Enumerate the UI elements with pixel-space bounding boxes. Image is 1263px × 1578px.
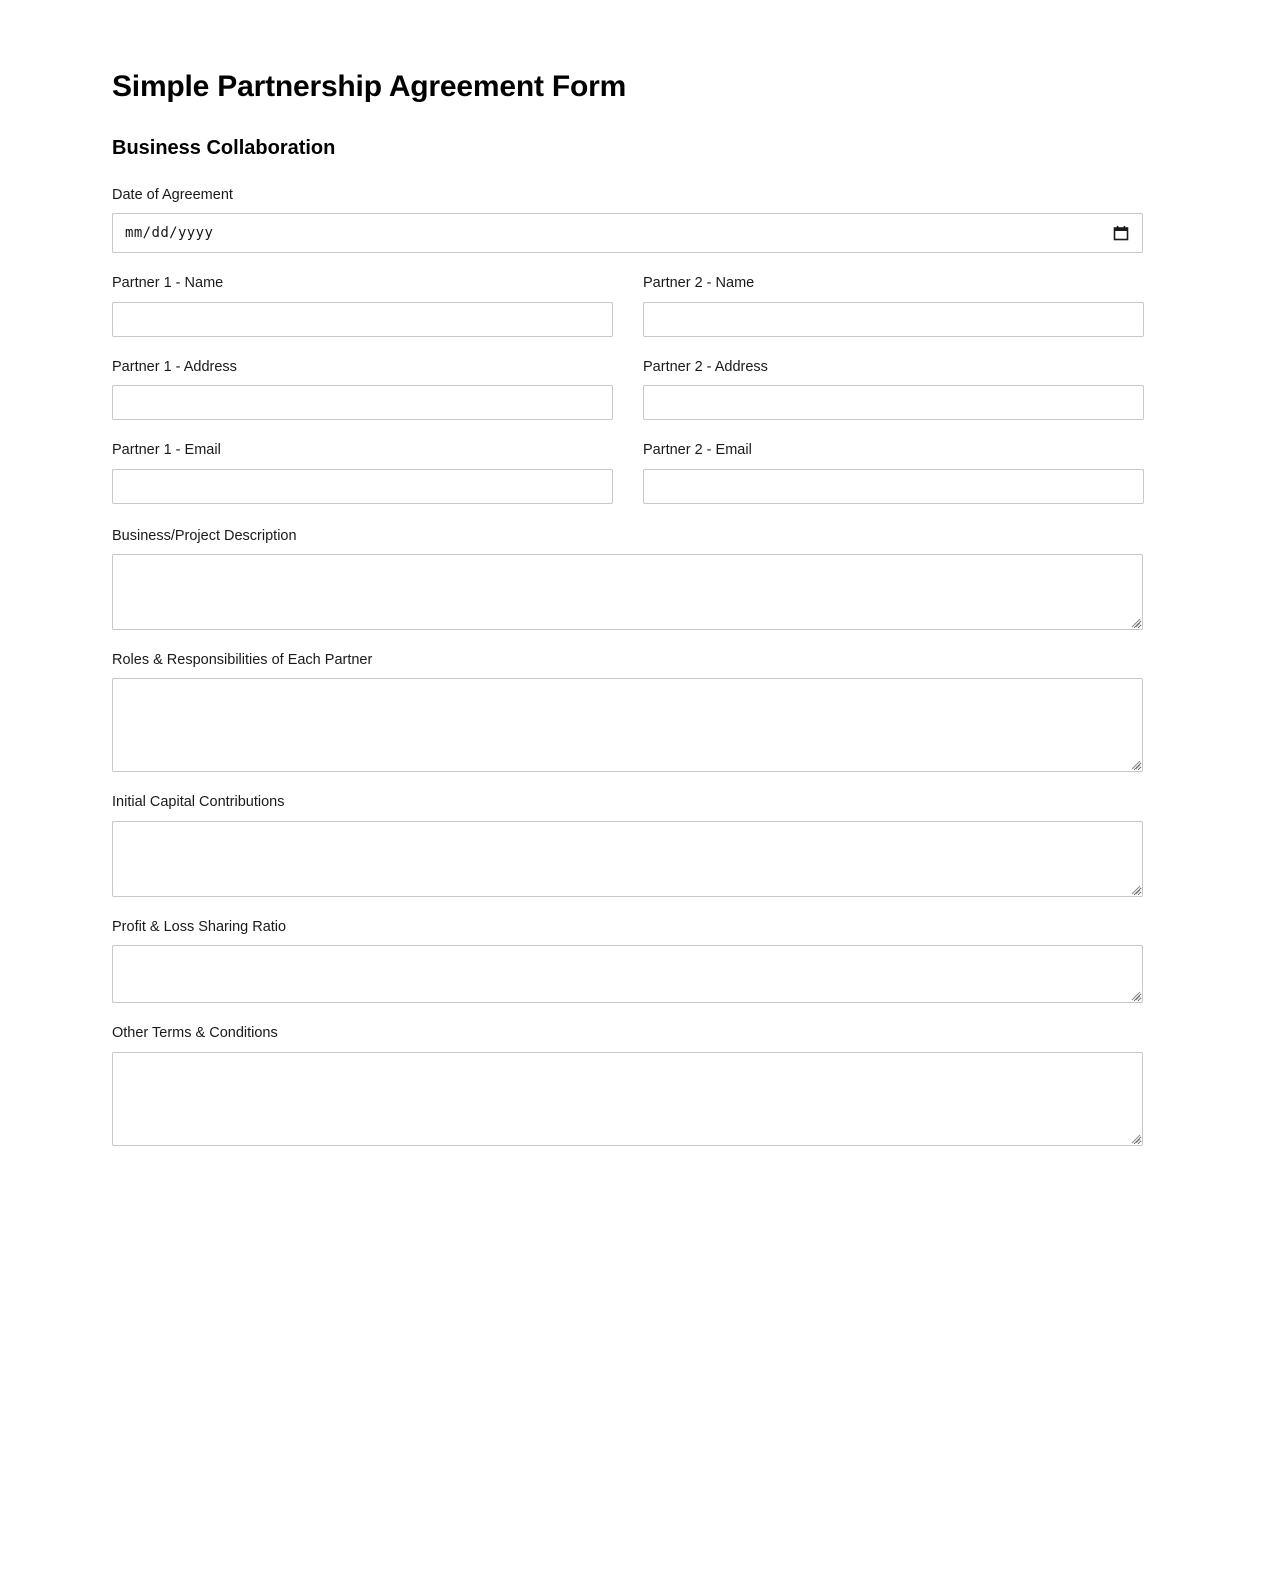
date-placeholder-text: mm/dd/yyyy — [125, 225, 214, 242]
business-description-textarea[interactable] — [112, 554, 1143, 630]
field-other-terms — [112, 1025, 1143, 1145]
partner2-email-input[interactable] — [643, 469, 1144, 504]
field-roles-responsibilities — [112, 652, 1143, 772]
partner-email-row — [112, 442, 1143, 503]
field-profit-loss-ratio — [112, 919, 1143, 1003]
partner1-email-label: Partner 1 - Email — [112, 442, 221, 459]
field-partner1-address — [112, 359, 613, 420]
roles-responsibilities-textarea[interactable] — [112, 678, 1143, 772]
partner-address-row — [112, 359, 1143, 420]
field-partner2-email — [643, 442, 1144, 503]
partner1-address-label: Partner 1 - Address — [112, 358, 237, 375]
date-input-wrapper — [112, 213, 1143, 253]
partner1-address-input[interactable] — [112, 385, 613, 420]
initial-capital-label: Initial Capital Contributions — [112, 794, 285, 811]
date-input[interactable] — [112, 213, 1143, 253]
partner1-name-input[interactable] — [112, 302, 613, 337]
profit-loss-ratio-wrapper — [112, 945, 1143, 1003]
partner2-name-label: Partner 2 - Name — [643, 275, 755, 292]
partner-name-row — [112, 275, 1143, 336]
field-partner2-address — [643, 359, 1144, 420]
calendar-icon[interactable] — [1113, 225, 1129, 241]
initial-capital-textarea[interactable] — [112, 821, 1143, 897]
partner1-name-label: Partner 1 - Name — [112, 275, 224, 292]
initial-capital-wrapper — [112, 821, 1143, 897]
page-title: Simple Partnership Agreement Form — [112, 70, 627, 103]
other-terms-label: Other Terms & Conditions — [112, 1025, 278, 1042]
business-description-label: Business/Project Description — [112, 527, 297, 544]
partner2-email-label: Partner 2 - Email — [643, 442, 752, 459]
other-terms-wrapper — [112, 1052, 1143, 1146]
field-date-of-agreement — [112, 187, 1143, 253]
field-initial-capital — [112, 794, 1143, 896]
field-partner1-email — [112, 442, 613, 503]
partner1-email-input[interactable] — [112, 469, 613, 504]
partner2-address-input[interactable] — [643, 385, 1144, 420]
partner2-name-input[interactable] — [643, 302, 1144, 337]
profit-loss-ratio-label: Profit & Loss Sharing Ratio — [112, 918, 287, 935]
field-business-description — [112, 528, 1143, 630]
partner2-address-label: Partner 2 - Address — [643, 358, 768, 375]
roles-responsibilities-label: Roles & Responsibilities of Each Partner — [112, 651, 373, 668]
date-of-agreement-label: Date of Agreement — [112, 187, 233, 203]
field-partner2-name — [643, 275, 1144, 336]
other-terms-textarea[interactable] — [112, 1052, 1143, 1146]
business-description-wrapper — [112, 554, 1143, 630]
field-partner1-name — [112, 275, 613, 336]
profit-loss-ratio-textarea[interactable] — [112, 945, 1143, 1003]
form-subtitle: Business Collaboration — [112, 137, 336, 159]
roles-responsibilities-wrapper — [112, 678, 1143, 772]
